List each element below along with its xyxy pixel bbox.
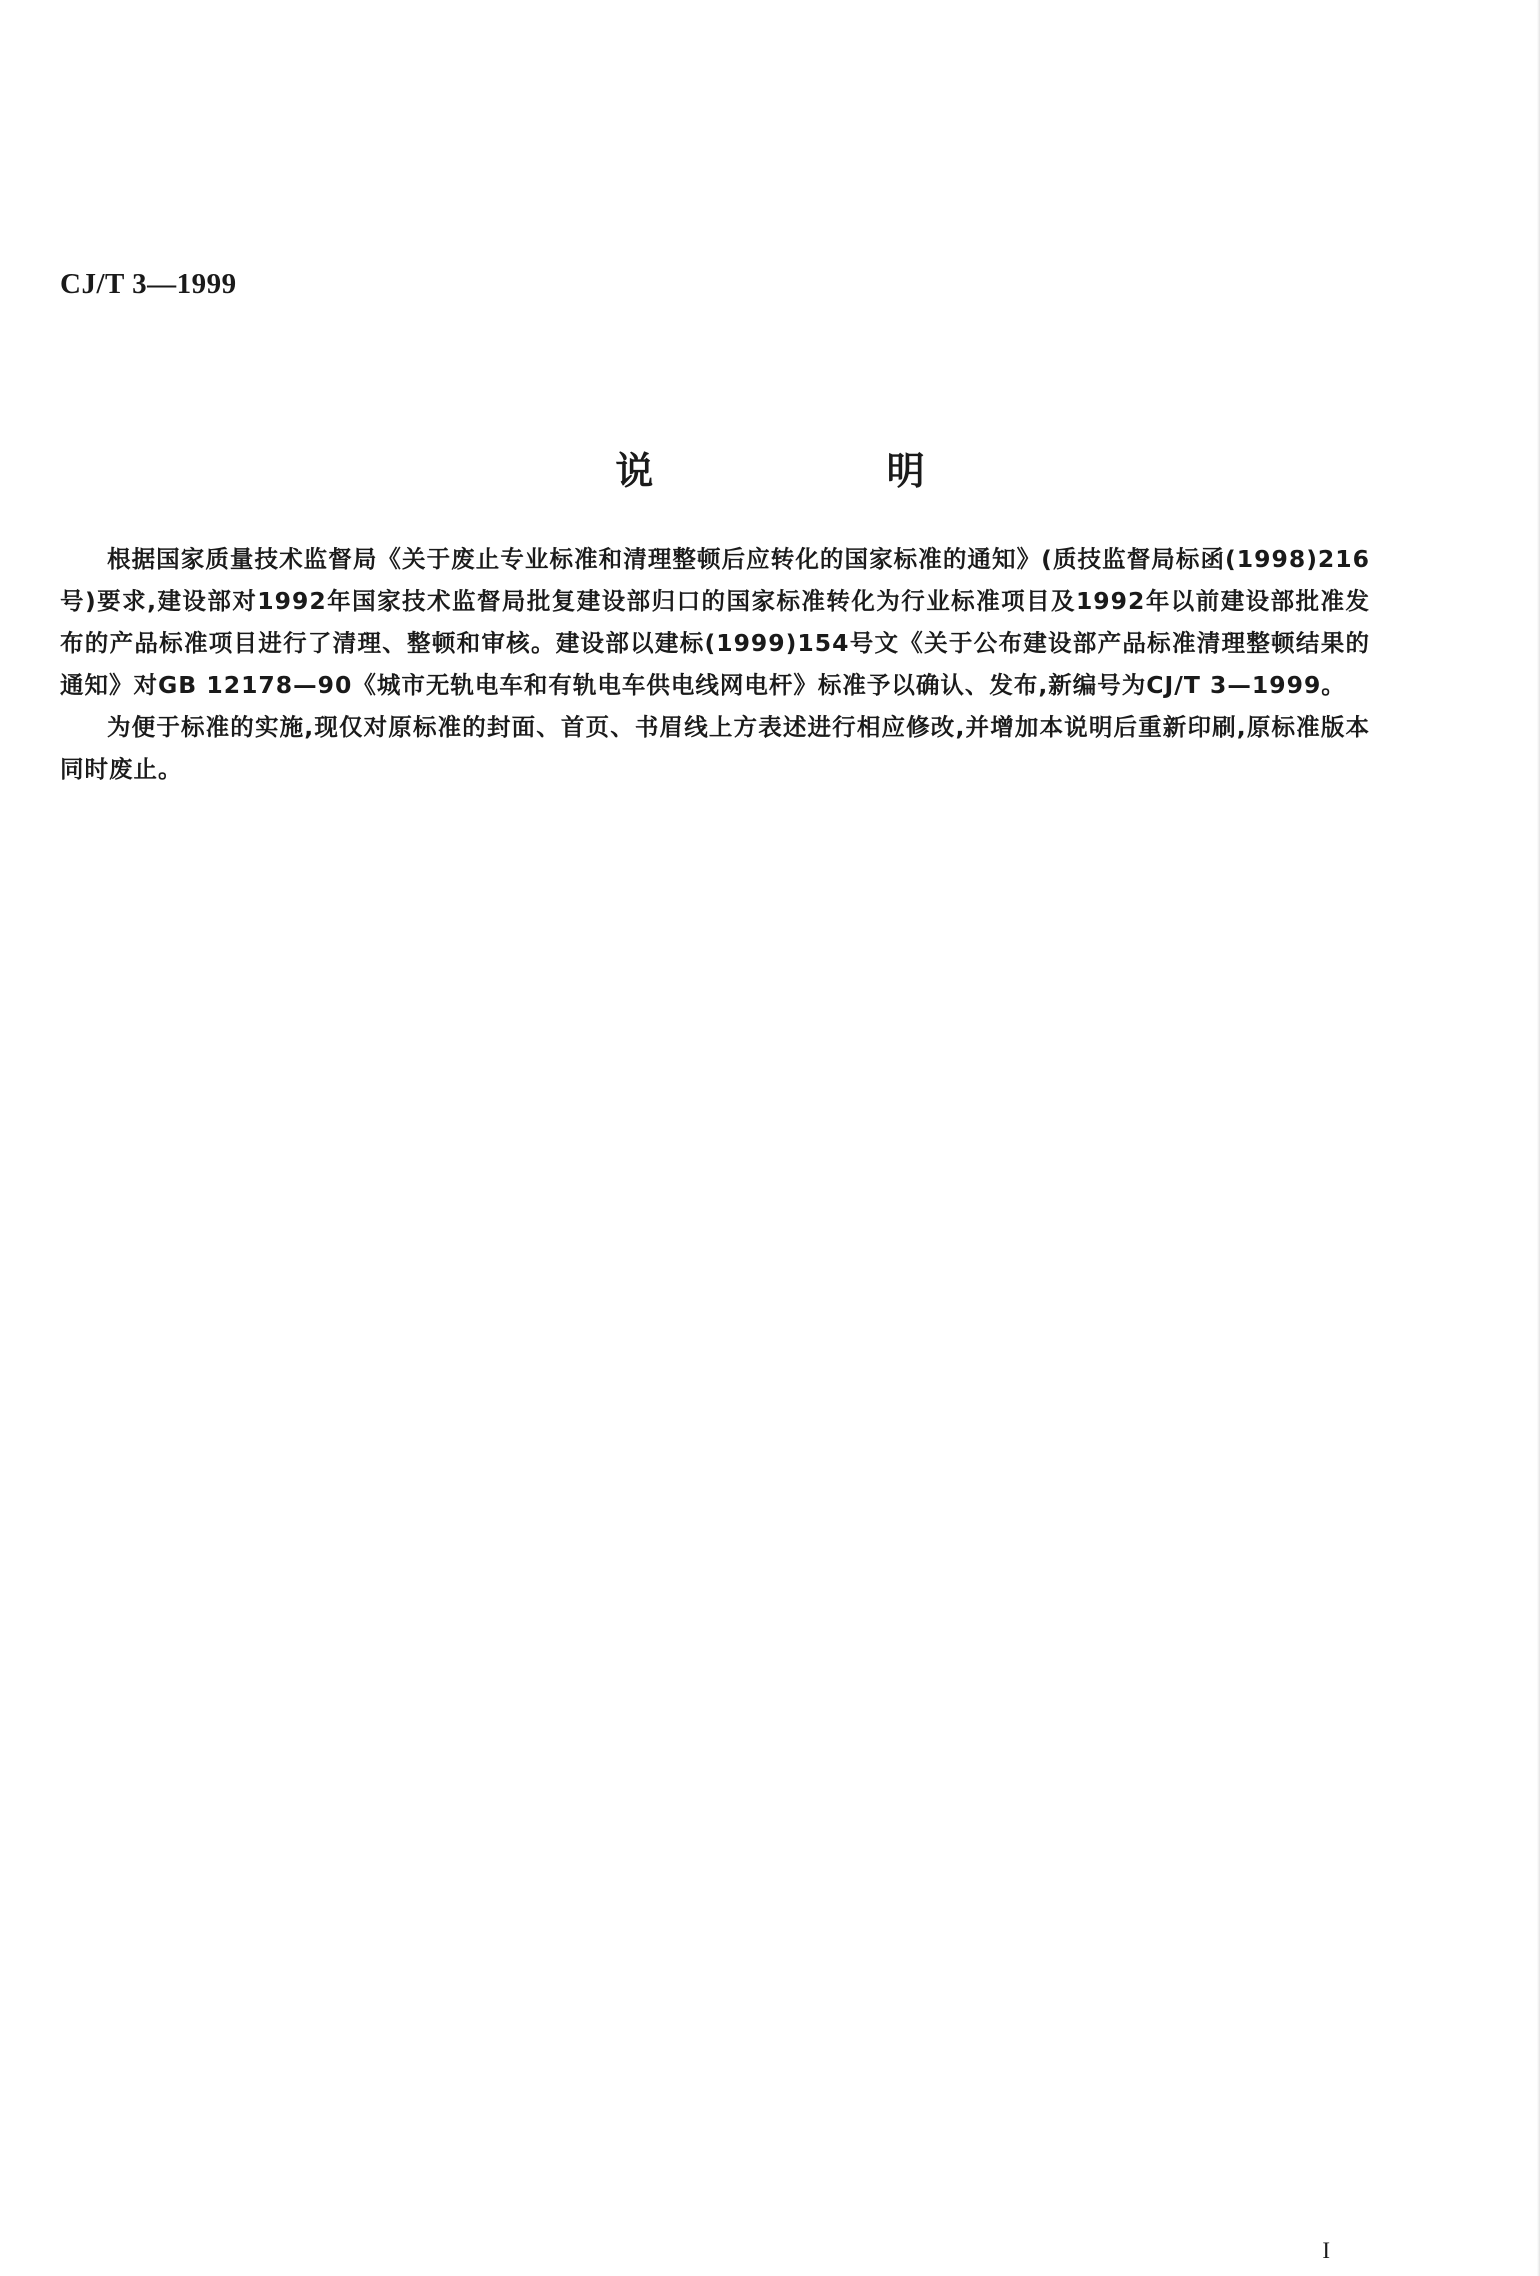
page-number: I [1322,2238,1330,2263]
document-body [60,538,1370,790]
paragraph: 根据国家质量技术监督局《关于废止专业标准和清理整顿后应转化的国家标准的通知》(质技监督局标函(1998)216号)要求,建设部对1992年国家技术监督局批复建设部归口的国家标准转化为行业标准项目及1992年以前建设部批准发布的产品标准项目进行了清理、整顿和审核。建设部以建标(1999)154号文《关于公布建设部产品标准清理整顿结果的通知》对GB 12178—90《城市无轨电车和有轨电车供电线网电杆》标准予以确认、发布,新编号为CJ/T 3—1999。 [60,545,1370,699]
paragraph: 为便于标准的实施,现仅对原标准的封面、首页、书眉线上方表述进行相应修改,并增加本说明后重新印刷,原标准版本同时废止。 [60,713,1370,783]
page-title: 说 明 [615,449,1035,493]
document-code: CJ/T 3—1999 [60,268,237,300]
